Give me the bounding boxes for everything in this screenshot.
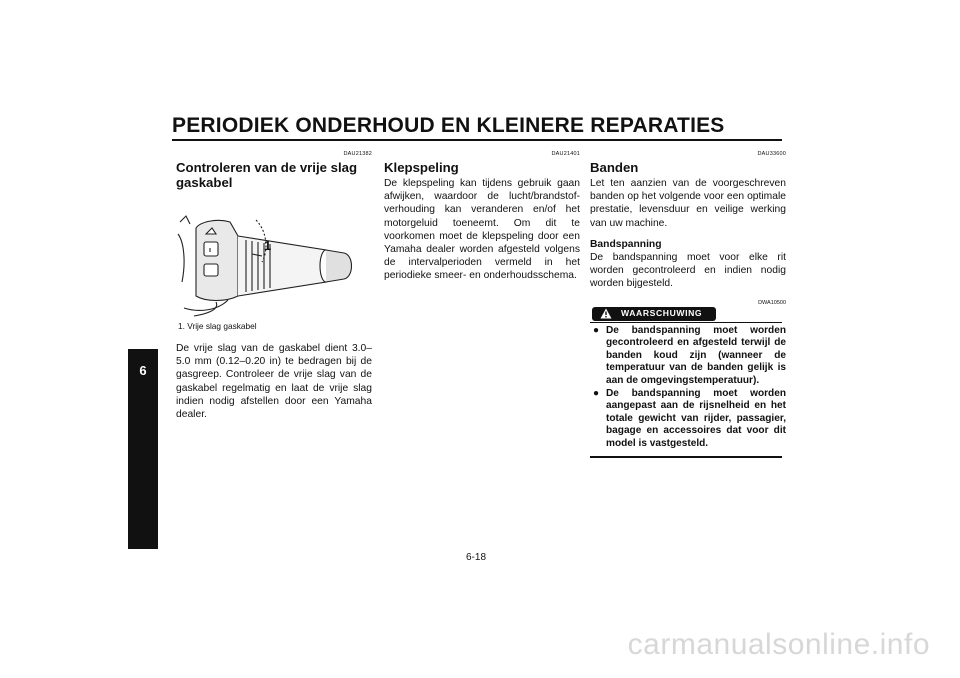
chapter-tab — [128, 349, 158, 549]
warning-code: DWA10500 — [758, 299, 786, 306]
page-number: 6-18 — [466, 552, 487, 563]
callout-number: 1 — [264, 238, 272, 253]
figure-caption: 1. Vrije slag gaskabel — [178, 321, 257, 331]
subsection-body: De bandspanning moet voor elke rit worden gecontroleerd en indien nodig worden bijgesteld. — [590, 252, 786, 290]
warning-top-rule — [590, 322, 782, 323]
warning-item-text: De bandspanning moet worden aangepast aan de rijsnelheid en het totale gewicht van rijder, passagier, bagage en accessoires dat voor dit model is vastgesteld. — [606, 387, 786, 449]
subsection-heading: Bandspanning — [590, 238, 662, 250]
warning-banner — [592, 307, 716, 321]
warning-item — [590, 388, 786, 451]
column-valve-clearance — [384, 151, 580, 283]
throttle-grip-drawing — [176, 192, 372, 317]
page-title: PERIODIEK ONDERHOUD EN KLEINERE REPARATIES — [172, 114, 725, 137]
bullet-icon: ● — [593, 387, 600, 399]
section-heading: Klepspeling — [384, 160, 459, 175]
section-body: De vrije slag van de gaskabel dient 3.0–5.0 mm (0.12–0.20 in) te bedragen bij de gasgreep. Controleer de vrije slag van de gaskabel regelmatig en laat de vrije slag indien nodig afstellen door een Yamaha dealer. — [176, 343, 372, 421]
section-heading: Banden — [590, 160, 639, 175]
section-intro: Let ten aanzien van de voorgeschreven banden op het volgende voor een optimale prestatie, levensduur en veilige werking van uw machine. — [590, 178, 786, 229]
warning-item — [590, 325, 786, 388]
warning-bottom-rule — [590, 456, 782, 458]
bullet-icon: ● — [593, 324, 600, 336]
warning-triangle-icon — [600, 308, 612, 319]
column-throttle-cable — [176, 151, 372, 421]
warning-item-text: De bandspanning moet worden gecontroleerd en afgesteld terwijl de banden koud zijn (wanneer de temperatuur van de banden gelijk is aan de omgevingstemperatuur). — [606, 324, 786, 386]
warning-list — [590, 325, 786, 451]
watermark: carmanualsonline.info — [627, 628, 930, 661]
section-body: De klepspeling kan tijdens gebruik gaan afwijken, waardoor de lucht/brandstof-verhouding kan veranderen en/of het motorgeluid toeneemt. Om dit te voorkomen moet de klepspeling door een Yamaha dealer worden afgesteld volgens de intervalperioden vermeld in het periodieke smeer- en onderhoudsschema. — [384, 178, 580, 282]
column-tires — [590, 151, 786, 458]
section-code: DAU21401 — [551, 151, 580, 157]
section-heading: Controleren van de vrije slag gaskabel — [176, 160, 358, 190]
section-code: DAU33600 — [757, 151, 786, 157]
warning-label: WAARSCHUWING — [621, 308, 703, 319]
header-rule — [172, 139, 782, 141]
chapter-number: 6 — [139, 363, 147, 378]
throttle-grip-illustration — [176, 192, 372, 317]
section-code: DAU21382 — [343, 151, 372, 157]
